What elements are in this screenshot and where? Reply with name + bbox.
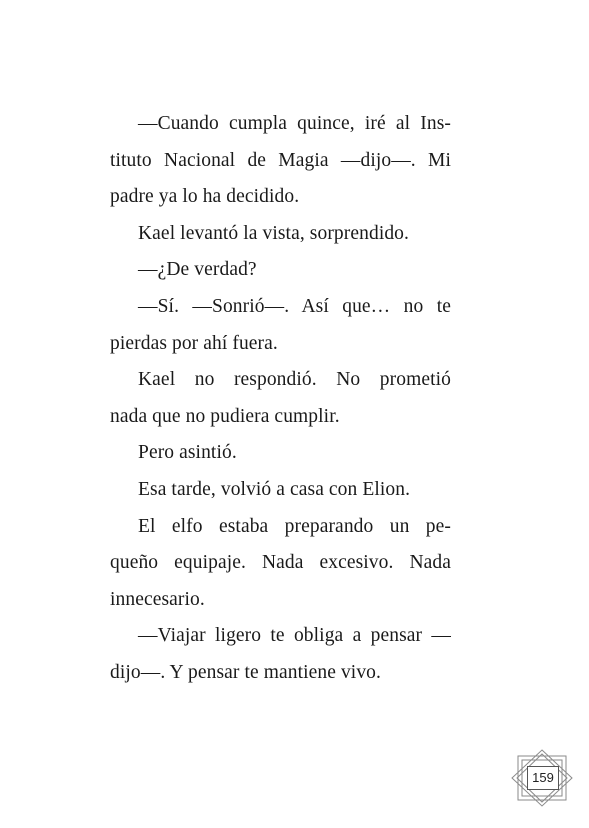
paragraph xyxy=(110,509,451,619)
text-line: padre ya lo ha decidido. xyxy=(110,186,300,208)
paragraph xyxy=(110,435,451,472)
body-text xyxy=(110,106,451,692)
paragraph xyxy=(110,472,451,509)
text-line: El elfo estaba preparando un pe- xyxy=(138,515,451,537)
text-line: Kael levantó la vista, sorprendido. xyxy=(138,222,410,244)
text-line: innecesario. xyxy=(110,588,205,610)
text-line: —Cuando cumpla quince, iré al Ins- xyxy=(138,113,451,134)
text-line: —¿De verdad? xyxy=(138,259,257,281)
text-line: nada que no pudiera cumplir. xyxy=(110,405,340,427)
text-line: —Viajar ligero te obliga a pensar — xyxy=(138,625,451,647)
text-line: Kael no respondió. No prometió xyxy=(138,369,451,391)
text-line: Pero asintió. xyxy=(138,442,237,464)
text-line: tituto Nacional de Magia —dijo—. Mi xyxy=(110,149,451,171)
paragraph xyxy=(110,618,451,691)
paragraph xyxy=(110,106,451,216)
paragraph xyxy=(110,252,451,289)
text-line: dijo—. Y pensar te mantiene vivo. xyxy=(110,661,381,683)
paragraph xyxy=(110,289,451,362)
text-line: —Sí. —Sonrió—. Así que… no te xyxy=(138,295,451,317)
text-line: queño equipaje. Nada excesivo. Nada xyxy=(110,552,451,574)
page-number-ornament xyxy=(510,748,574,808)
text-line: pierdas por ahí fuera. xyxy=(110,332,278,354)
paragraph xyxy=(110,216,451,253)
paragraph xyxy=(110,362,451,435)
text-line: Esa tarde, volvió a casa con Elion. xyxy=(138,478,411,500)
page-number: 159 xyxy=(527,766,559,790)
